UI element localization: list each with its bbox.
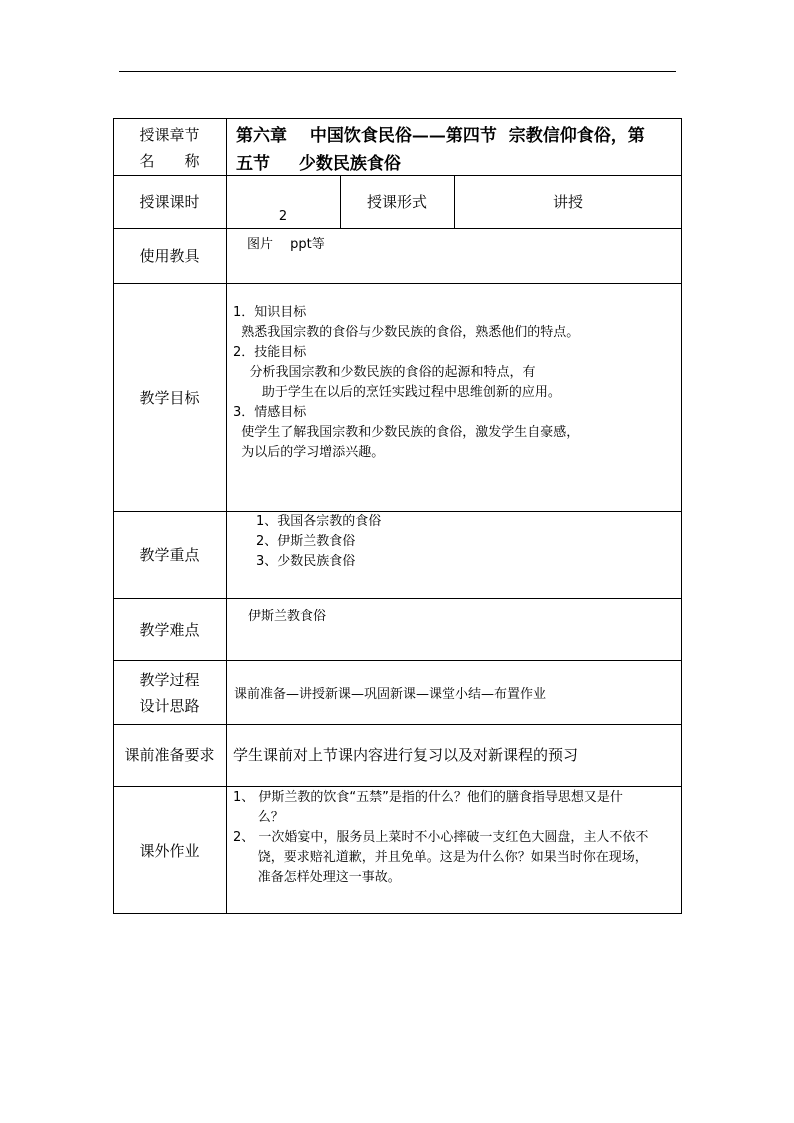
homework-line: 么？: [233, 810, 284, 825]
row-divider: [113, 283, 682, 284]
chapter-label: [113, 122, 226, 174]
homework-label: 课外作业: [139, 842, 200, 860]
row-divider: [113, 786, 682, 787]
hours-label: 授课课时: [139, 193, 200, 211]
prep-label: 课前准备要求: [124, 746, 215, 764]
keypoint-item: 2、伊斯兰教食俗: [256, 534, 356, 549]
objective-line: 分析我国宗教和少数民族的食俗的起源和特点，有: [233, 365, 536, 380]
homework-line: 饶，要求赔礼道歉，并且免单。这是为什么你？如果当时你在现场，: [233, 850, 648, 865]
keypoint-item: 3、少数民族食俗: [256, 554, 356, 569]
row-divider: [113, 228, 682, 229]
objectives-list: [233, 303, 579, 463]
objective-line: 2．技能目标: [233, 345, 307, 360]
process-label-line2: 设计思路: [139, 697, 200, 715]
chapter-title: [236, 122, 678, 178]
process-value: 课前准备—讲授新课—巩固新课—课堂小结—布置作业: [234, 687, 547, 702]
homework-list: [233, 788, 648, 888]
chapter-label-line1: 授课章节: [139, 126, 200, 144]
difficulty-label: 教学难点: [139, 621, 200, 639]
row-divider: [113, 511, 682, 512]
objective-line: 使学生了解我国宗教和少数民族的食俗，激发学生自豪感，: [233, 425, 580, 440]
chapter-title-line1: 第六章 中国饮食民俗——第四节 宗教信仰食俗，第: [236, 126, 645, 146]
objective-line: 3．情感目标: [233, 405, 307, 420]
process-label-line1: 教学过程: [139, 671, 200, 689]
prep-value: 学生课前对上节课内容进行复习以及对新课程的预习: [233, 746, 579, 764]
chapter-title-line2: 五节 少数民族食俗: [236, 154, 401, 174]
hours-value: 2: [278, 209, 288, 224]
homework-line: 1、 伊斯兰教的饮食“五禁”是指的什么？他们的膳食指导思想又是什: [233, 790, 623, 805]
header-rule: [119, 71, 676, 72]
form-label: 授课形式: [366, 193, 427, 211]
objective-line: 为以后的学习增添兴趣。: [233, 445, 385, 460]
objectives-label: 教学目标: [139, 389, 200, 407]
keypoints-list: [256, 512, 381, 572]
form-value: 讲授: [552, 193, 583, 211]
process-label: [113, 667, 226, 719]
column-divider: [226, 118, 227, 914]
objective-line: 1．知识目标: [233, 305, 307, 320]
chapter-label-line2: 名 称: [139, 152, 200, 170]
keypoint-item: 1、我国各宗教的食俗: [256, 514, 382, 529]
row-divider: [113, 724, 682, 725]
tools-label: 使用教具: [139, 247, 200, 265]
row-divider: [113, 598, 682, 599]
objective-line: 熟悉我国宗教的食俗与少数民族的食俗，熟悉他们的特点。: [233, 325, 580, 340]
row-divider: [113, 660, 682, 661]
homework-line: 准备怎样处理这一事故。: [233, 870, 401, 885]
difficulty-value: 伊斯兰教食俗: [248, 609, 327, 624]
homework-line: 2、 一次婚宴中，服务员上菜时不小心摔破一支红色大圆盘，主人不依不: [233, 830, 649, 845]
tools-value: 图片 ppt等: [247, 237, 325, 252]
keypoints-label: 教学重点: [139, 546, 200, 564]
objective-line: 助于学生在以后的烹饪实践过程中思维创新的应用。: [233, 385, 561, 400]
